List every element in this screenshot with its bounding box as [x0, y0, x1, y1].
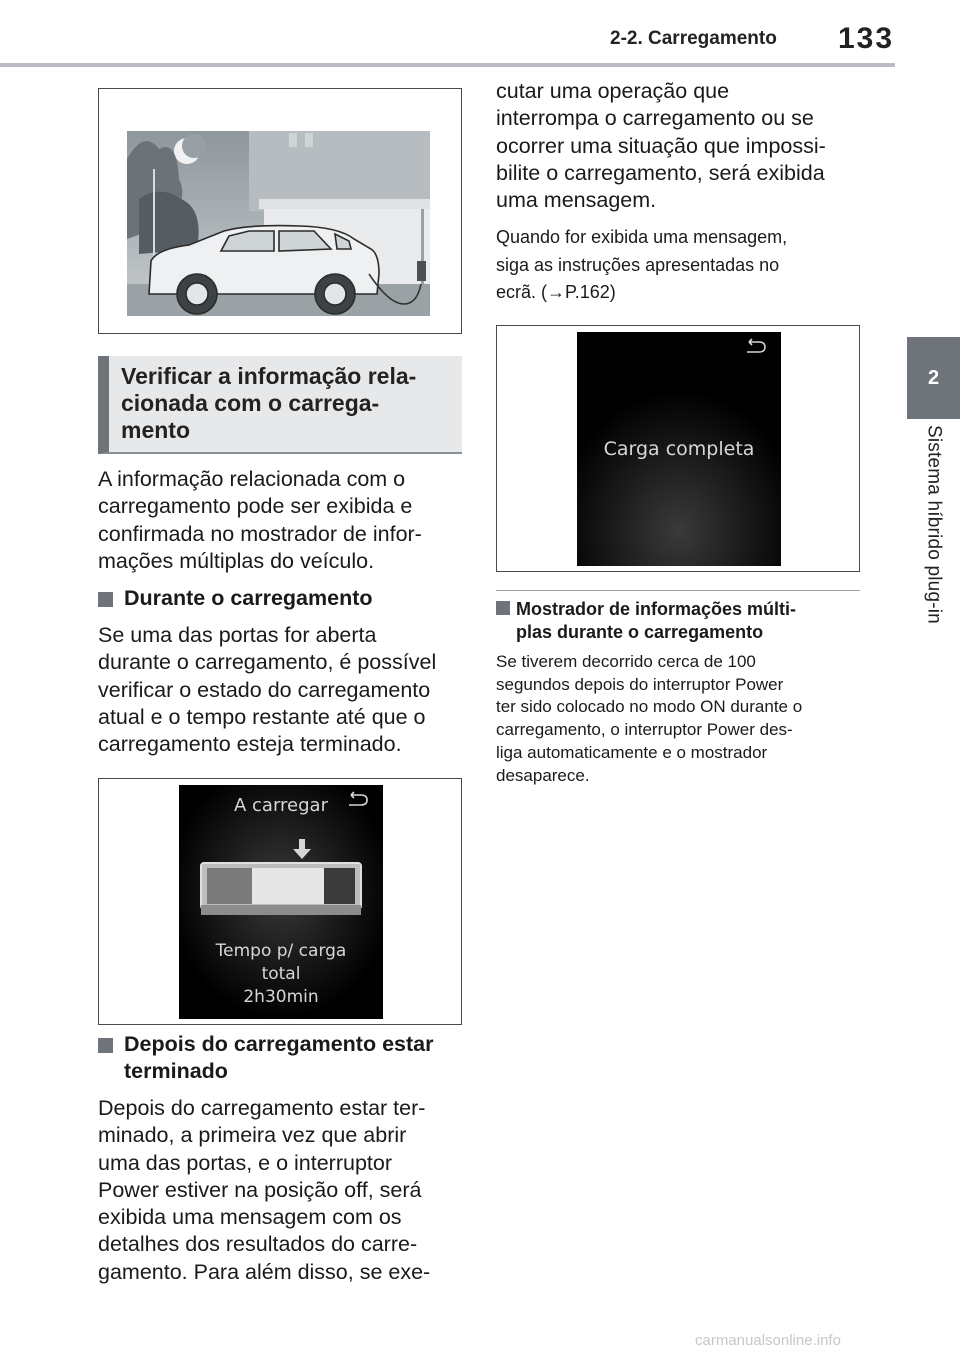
- screen-line: 2h30min: [243, 987, 319, 1007]
- section-heading: [98, 356, 462, 454]
- text-line: liga automaticamente e o mostrador: [496, 742, 768, 762]
- text-line: mações múltiplas do veículo.: [98, 548, 375, 573]
- text-line: desaparece.: [496, 765, 590, 785]
- car-charging-illustration: [99, 89, 460, 332]
- battery-gauge-icon: [201, 863, 361, 915]
- after-charging-continued: [496, 78, 866, 214]
- divider: [496, 590, 860, 591]
- chapter-tab-number: 2: [907, 337, 960, 419]
- section-heading-line: Verificar a informação rela-: [121, 363, 417, 389]
- during-charging-paragraph: [98, 622, 468, 758]
- text-line: Depois do carregamento estar ter-: [98, 1096, 426, 1120]
- text-line: cutar uma operação que: [496, 79, 730, 103]
- subheading-line: Mostrador de informações múlti-: [516, 599, 797, 619]
- page-reference-link[interactable]: ecrã. (→P.162): [496, 282, 616, 302]
- subheading-display-during-charging: [516, 598, 866, 644]
- section-heading-line: cionada com o carrega-: [121, 390, 380, 416]
- subheading-line: plas durante o carregamento: [516, 622, 764, 642]
- text-line: gamento. Para além disso, se exe-: [98, 1259, 431, 1284]
- footer-watermark: carmanualsonline.info: [695, 1332, 841, 1349]
- chapter-tab-label: [907, 425, 960, 665]
- text-line: bilite o carregamento, será exibida: [496, 160, 825, 185]
- text-line: segundos depois do interruptor Power: [496, 674, 784, 694]
- intro-paragraph: [98, 466, 468, 575]
- subheading-line: Depois do carregamento estar: [124, 1032, 434, 1056]
- charge-complete-display: [497, 326, 858, 570]
- text-line: confirmada no mostrador de infor-: [98, 521, 422, 546]
- chapter-tab-title: Sistema híbrido plug-in: [923, 425, 945, 624]
- text-line: minado, a primeira vez que abrir: [98, 1123, 407, 1148]
- text-line: atual e o tempo restante até que o: [98, 704, 426, 729]
- section-heading-line: mento: [121, 417, 190, 443]
- text-line: Quando for exibida uma mensagem,: [496, 227, 788, 247]
- figure-charging-screen: [98, 778, 462, 1025]
- message-note: [496, 224, 866, 307]
- text-line: carregamento, o interruptor Power des-: [496, 720, 793, 740]
- subheading-after-charging: [124, 1031, 464, 1085]
- charging-display-screen: [99, 779, 460, 1023]
- text-line: exibida uma mensagem com os: [98, 1205, 402, 1230]
- text-line: carregamento esteja terminado.: [98, 732, 402, 757]
- text-line: uma das portas, e o interruptor: [98, 1150, 392, 1175]
- square-bullet-icon: [98, 1038, 113, 1053]
- square-bullet-icon: [496, 601, 510, 615]
- text-line: detalhes dos resultados do carre-: [98, 1232, 418, 1257]
- text-line: durante o carregamento, é possível: [98, 650, 437, 675]
- text-line: Se tiverem decorrido cerca de 100: [496, 652, 756, 671]
- text-line: ter sido colocado no modo ON durante o: [496, 697, 803, 717]
- text-line: siga as instruções apresentadas no: [496, 254, 780, 275]
- screen-line: Tempo p/ carga: [215, 941, 347, 961]
- screen-line: total: [261, 964, 301, 984]
- text-line: Power estiver na posição off, será: [98, 1177, 422, 1202]
- text-line: ocorrer uma situação que impossi-: [496, 133, 826, 158]
- figure-car-charging: [98, 88, 462, 334]
- subheading-during-charging: Durante o carregamento: [124, 586, 373, 610]
- text-line: verificar o estado do carregamento: [98, 677, 431, 702]
- page-number: 133: [838, 22, 895, 55]
- running-header: 2-2. Carregamento: [610, 28, 777, 49]
- text-line: Se uma das portas for aberta: [98, 623, 377, 647]
- square-bullet-icon: [98, 592, 113, 607]
- screen-message: Carga completa: [603, 438, 755, 460]
- text-line: interrompa o carregamento ou se: [496, 106, 814, 131]
- header-rule: [0, 63, 895, 67]
- display-during-charging-paragraph: [496, 651, 866, 787]
- figure-charge-complete-screen: [496, 325, 860, 572]
- subheading-line: terminado: [124, 1059, 228, 1083]
- text-line: uma mensagem.: [496, 188, 657, 213]
- screen-title: A carregar: [234, 795, 328, 816]
- text-line: A informação relacionada com o: [98, 467, 406, 491]
- text-line: carregamento pode ser exibida e: [98, 494, 413, 519]
- after-charging-paragraph: [98, 1095, 470, 1286]
